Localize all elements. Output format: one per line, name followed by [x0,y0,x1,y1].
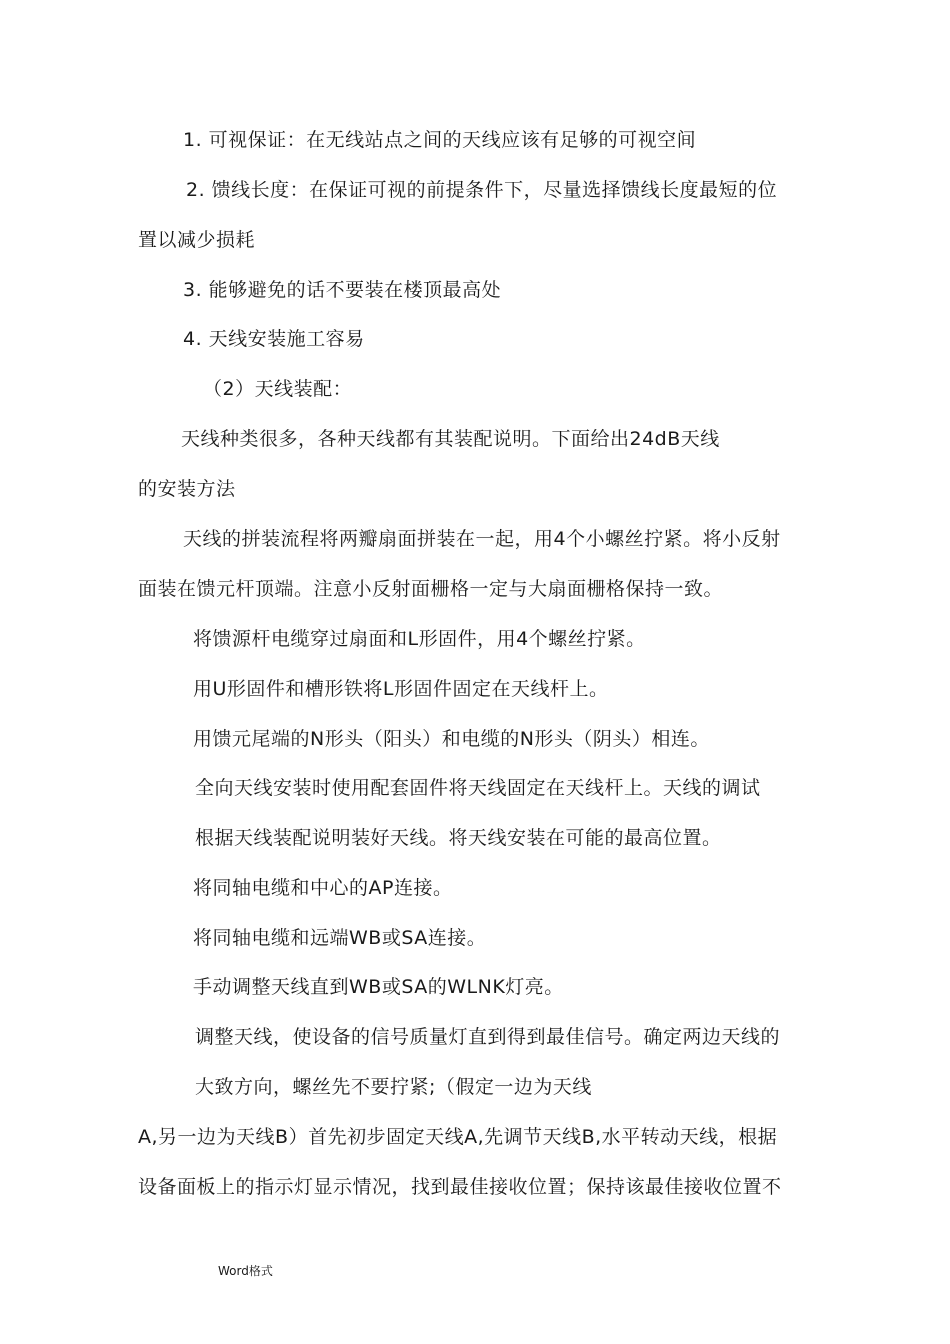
paragraph-line: 手动调整天线直到WB或SA的WLNK灯亮。 [193,976,564,998]
paragraph-line: 4. 天线安装施工容易 [183,328,365,350]
paragraph-line: 将同轴电缆和远端WB或SA连接。 [193,927,487,949]
paragraph-line: 的安装方法 [138,478,236,500]
paragraph-line: 设备面板上的指示灯显示情况，找到最佳接收位置；保持该最佳接收位置不 [138,1176,782,1198]
paragraph-line: 天线种类很多，各种天线都有其装配说明。下面给出24dB天线 [181,428,720,450]
paragraph-line: 将馈源杆电缆穿过扇面和L形固件，用4个螺丝拧紧。 [193,628,646,650]
paragraph-line: 天线的拼装流程将两瓣扇面拼装在一起，用4个小螺丝拧紧。将小反射 [183,528,781,550]
paragraph-line: 置以减少损耗 [138,229,256,251]
paragraph-line: 调整天线，使设备的信号质量灯直到得到最佳信号。确定两边天线的 [195,1026,781,1048]
paragraph-line: 用U形固件和槽形铁将L形固件固定在天线杆上。 [193,678,609,700]
paragraph-line: 根据天线装配说明装好天线。将天线安装在可能的最高位置。 [195,827,722,849]
paragraph-line: 大致方向，螺丝先不要拧紧;（假定一边为天线 [195,1076,592,1098]
paragraph-line: 面装在馈元杆顶端。注意小反射面栅格一定与大扇面栅格保持一致。 [138,578,724,600]
paragraph-line: 3. 能够避免的话不要装在楼顶最高处 [183,279,502,301]
paragraph-line: A,另一边为天线B）首先初步固定天线A,先调节天线B,水平转动天线，根据 [138,1126,778,1148]
paragraph-line: 用馈元尾端的N形头（阳头）和电缆的N形头（阴头）相连。 [193,728,710,750]
paragraph-line: 2. 馈线长度：在保证可视的前提条件下，尽量选择馈线长度最短的位 [186,179,778,201]
paragraph-line: 全向天线安装时使用配套固件将天线固定在天线杆上。天线的调试 [195,777,761,799]
page-footer: Word格式 [218,1264,273,1278]
section-heading: （2）天线装配： [203,378,353,400]
paragraph-line: 1. 可视保证：在无线站点之间的天线应该有足够的可视空间 [183,129,697,151]
paragraph-line: 将同轴电缆和中心的AP连接。 [193,877,453,899]
